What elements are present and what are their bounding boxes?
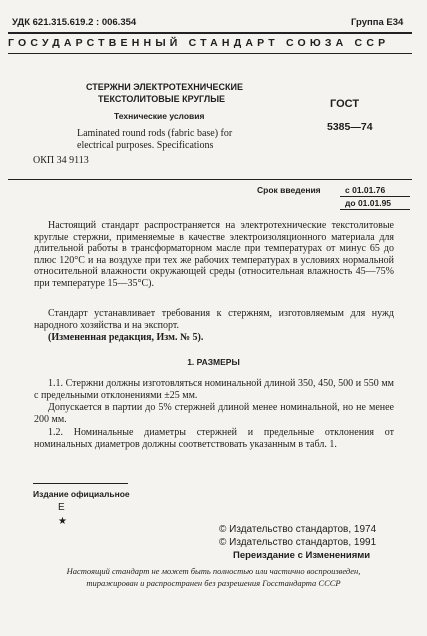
- footer-rule: [33, 483, 128, 484]
- intro-paragraph: Настоящий стандарт распространяется на электротехнические текстолитовые круглые стержни, применяемые в качестве электроизоляционного материала для длительной работы в трансформаторном масле при температурах от минус 65 до плюс 120°С и на воздухе при тех же рабочих температурах в условиях нормальной относительной влажности окружающей среды (относительная влажность 45—75% при температуре 15—35°С).: [34, 220, 394, 289]
- copyright-1991: © Издательство стандартов, 1991: [219, 537, 377, 548]
- header-rule-top: [8, 32, 412, 34]
- section-title: 1. РАЗМЕРЫ: [187, 357, 240, 367]
- reprint-note: Переиздание с Изменениями: [233, 550, 371, 561]
- clause-1-1: 1.1. Стержни должны изготовляться номинальной длиной 350, 450, 500 и 550 мм с предельными отклонениями ±25 мм.: [34, 378, 394, 401]
- subtitle: Технические условия: [114, 111, 205, 121]
- star-mark: ★: [58, 516, 67, 527]
- title-line-1: СТЕРЖНИ ЭЛЕКТРОТЕХНИЧЕСКИЕ: [86, 82, 244, 92]
- validity-rule: [340, 196, 410, 197]
- copyright-1974: © Издательство стандартов, 1974: [219, 524, 377, 535]
- title-separator: [8, 179, 412, 180]
- gost-label: ГОСТ: [330, 98, 360, 110]
- edition-letter: Е: [58, 502, 65, 513]
- validity-to: до 01.01.95: [345, 198, 392, 208]
- notice-line-2: тиражирован и распространен без разрешения Госстандарта СССР: [86, 578, 341, 588]
- gost-number: 5385—74: [327, 121, 373, 133]
- validity-from: с 01.01.76: [345, 185, 386, 195]
- header-rule-bottom: [8, 53, 412, 54]
- notice-line-1: Настоящий стандарт не может быть полностью или частично воспроизведен,: [66, 566, 361, 576]
- english-title-line-2: electrical purposes. Specifications: [77, 140, 214, 151]
- standard-banner: ГОСУДАРСТВЕННЫЙ СТАНДАРТ СОЮЗА ССР: [8, 37, 390, 49]
- edition-note: (Измененная редакция, Изм. № 5).: [48, 332, 204, 343]
- title-line-2: ТЕКСТОЛИТОВЫЕ КРУГЛЫЕ: [98, 94, 226, 104]
- okp-code: ОКП 34 9113: [33, 155, 89, 166]
- group-code: Группа Е34: [351, 17, 404, 28]
- purpose-paragraph: Стандарт устанавливает требования к стержням, изготовляемым для нужд народного хозяйства и на экспорт.: [34, 308, 394, 331]
- clause-1-1-extra: Допускается в партии до 5% стержней длиной менее номинальной, но не менее 200 мм.: [34, 402, 394, 425]
- udk-code: УДК 621.315.619.2 : 006.354: [12, 17, 137, 28]
- english-title-line-1: Laminated round rods (fabric base) for: [77, 128, 233, 139]
- validity-label: Срок введения: [257, 185, 321, 195]
- official-edition: Издание официальное: [33, 489, 130, 499]
- clause-1-2: 1.2. Номинальные диаметры стержней и предельные отклонения от номинальных диаметров должны соответствовать указанным в табл. 1.: [34, 427, 394, 450]
- validity-rule-bottom: [340, 209, 410, 210]
